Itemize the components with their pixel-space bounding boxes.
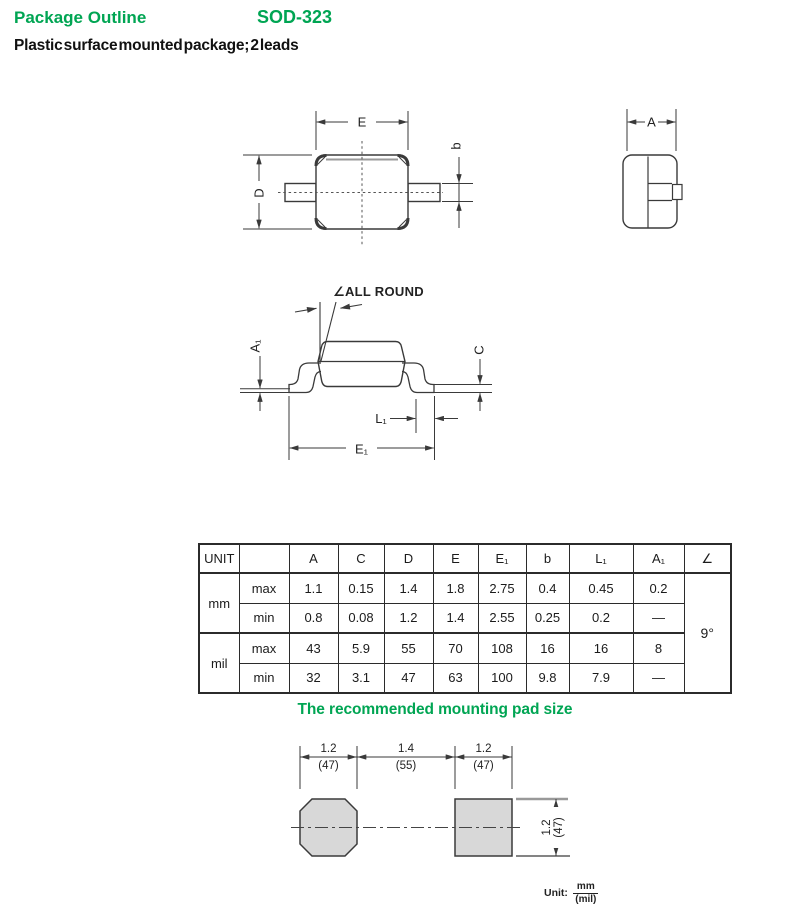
front-view-lead-left (289, 363, 321, 393)
value-cell: 70 (433, 633, 478, 663)
value-cell: 0.2 (569, 603, 633, 633)
table-header-unit: UNIT (199, 544, 239, 573)
value-cell: — (633, 663, 684, 693)
value-cell: 0.08 (338, 603, 384, 633)
dim-label-e: E (357, 114, 367, 130)
unit-fraction (573, 881, 599, 905)
value-cell: 47 (384, 663, 433, 693)
dimension-table (198, 543, 732, 694)
angle-note-label: ∠ALL ROUND (333, 284, 424, 299)
value-cell: 2.55 (478, 603, 526, 633)
limit-cell: min (239, 603, 289, 633)
front-view-body (318, 342, 405, 387)
table-header-col: b (526, 544, 569, 573)
unit-denominator: (mil) (575, 893, 597, 905)
pad-dim-label-mm-1: 1.2 (320, 743, 337, 755)
value-cell: 1.8 (433, 573, 478, 603)
page-title: Package Outline (14, 8, 147, 27)
value-cell: 32 (289, 663, 338, 693)
pad-dim-side-label-mm: 1.2 (541, 819, 553, 836)
table-row-mm-min (199, 603, 731, 633)
top-view-body (316, 155, 408, 229)
part-number: SOD-323 (257, 7, 333, 27)
end-view-lead (673, 185, 683, 200)
value-cell: 1.4 (384, 573, 433, 603)
limit-cell: max (239, 633, 289, 663)
pad-section-title: The recommended mounting pad size (297, 701, 573, 718)
unit-note (544, 881, 599, 905)
table-header-col: E (433, 544, 478, 573)
value-cell: 0.2 (633, 573, 684, 603)
value-cell: 108 (478, 633, 526, 663)
value-cell: 16 (526, 633, 569, 663)
dim-label-a1: A₁ (247, 339, 263, 353)
pad-dim-label-mm-2: 1.4 (398, 743, 414, 755)
value-cell: 1.4 (433, 603, 478, 633)
value-cell: 55 (384, 633, 433, 663)
value-cell: 1.1 (289, 573, 338, 603)
table-header-col: A (289, 544, 338, 573)
value-cell: 8 (633, 633, 684, 663)
table-row-mil-max (199, 633, 731, 663)
unit-note-label: Unit: (544, 887, 568, 899)
value-cell: 0.4 (526, 573, 569, 603)
value-cell: 7.9 (569, 663, 633, 693)
table-header-col: A₁ (633, 544, 684, 573)
table-header-col: ∠ (684, 544, 731, 573)
angle-value-cell: 9° (684, 573, 731, 693)
unit-cell-mil: mil (199, 633, 239, 693)
value-cell: 5.9 (338, 633, 384, 663)
dim-label-e1: E₁ (354, 441, 369, 457)
front-view-lead-right (402, 363, 434, 393)
unit-cell-mm: mm (199, 573, 239, 633)
pad-dim-side-label-mil: (47) (553, 817, 565, 838)
value-cell: 1.2 (384, 603, 433, 633)
table-header-col: C (338, 544, 384, 573)
value-cell: 43 (289, 633, 338, 663)
pad-dim-label-mm-3: 1.2 (475, 743, 492, 755)
pad-dim-label-mil-1: (47) (318, 760, 339, 772)
top-view (243, 111, 473, 247)
table-row-mil-min (199, 663, 731, 693)
value-cell: 100 (478, 663, 526, 693)
dim-label-b: b (448, 142, 464, 150)
value-cell: 0.15 (338, 573, 384, 603)
front-view (240, 302, 492, 460)
table-header-col: E₁ (478, 544, 526, 573)
pad-dim-label-mil-3: (47) (473, 760, 494, 772)
pad-dim-label-mil-2: (55) (395, 760, 417, 772)
limit-cell: min (239, 663, 289, 693)
dim-label-a: A (647, 114, 656, 130)
value-cell: 3.1 (338, 663, 384, 693)
value-cell: — (633, 603, 684, 633)
value-cell: 0.25 (526, 603, 569, 633)
dim-label-c: C (471, 345, 487, 355)
page-subtitle: Plastic surface mounted package; 2 leads (14, 37, 299, 54)
dim-label-d: D (251, 188, 267, 198)
dim-label-l1: L₁ (375, 411, 387, 426)
table-header-col: L₁ (569, 544, 633, 573)
table-header-blank (239, 544, 289, 573)
value-cell: 9.8 (526, 663, 569, 693)
end-view-body (623, 155, 677, 228)
value-cell: 63 (433, 663, 478, 693)
table-row-mm-max (199, 573, 731, 603)
value-cell: 0.45 (569, 573, 633, 603)
value-cell: 16 (569, 633, 633, 663)
limit-cell: max (239, 573, 289, 603)
value-cell: 2.75 (478, 573, 526, 603)
value-cell: 0.8 (289, 603, 338, 633)
table-header-col: D (384, 544, 433, 573)
dim-b (442, 157, 473, 228)
unit-numerator: mm (576, 881, 595, 892)
